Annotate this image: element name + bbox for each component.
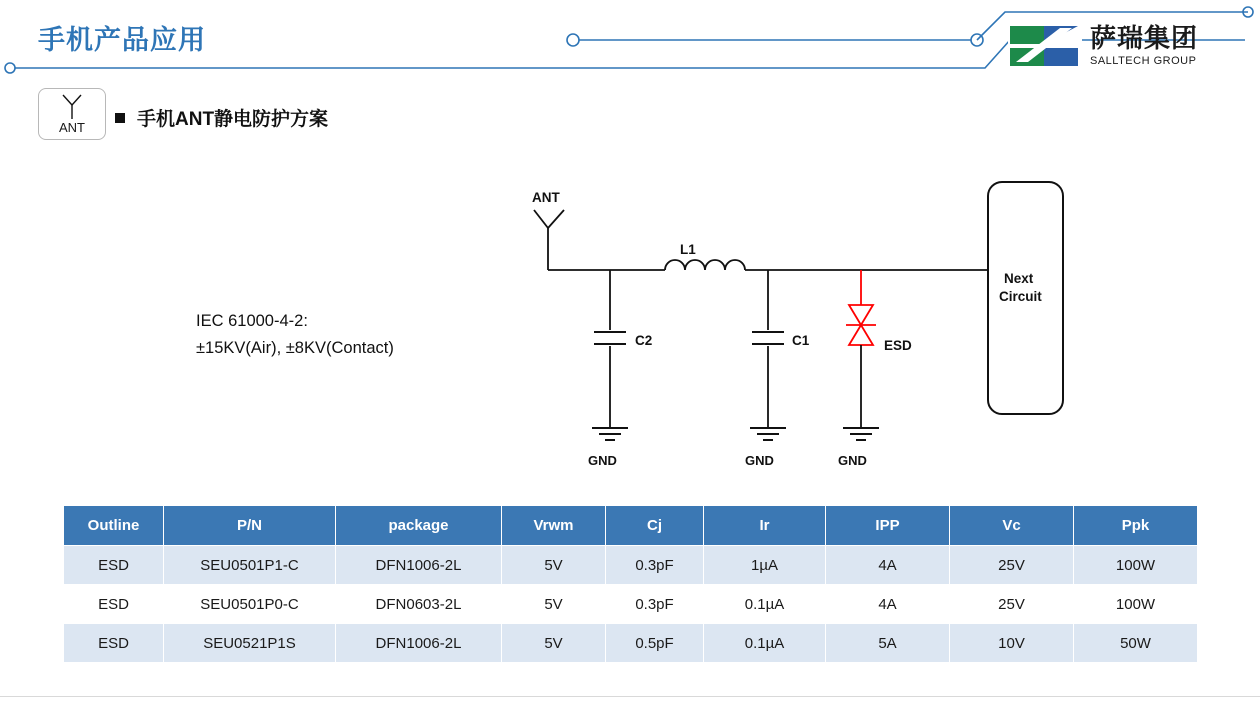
bullet-icon (115, 113, 125, 123)
gnd3-label: GND (838, 453, 867, 468)
cell-vc: 10V (950, 624, 1074, 663)
section-heading (115, 104, 328, 131)
cell-ppk: 100W (1074, 546, 1198, 585)
cell-outline: ESD (64, 546, 164, 585)
bottom-divider (0, 696, 1260, 697)
logo-text-cn: 萨瑞集团 (1090, 23, 1199, 53)
cell-vc: 25V (950, 546, 1074, 585)
cell-vrwm: 5V (502, 585, 606, 624)
ant-label: ANT (532, 190, 560, 205)
cell-vrwm: 5V (502, 546, 606, 585)
cell-ppk: 50W (1074, 624, 1198, 663)
th-vc: Vc (950, 506, 1074, 546)
c1-label: C1 (792, 333, 810, 348)
esd-label: ESD (884, 338, 912, 353)
logo-text-en: SALLTECH GROUP (1090, 55, 1197, 67)
antenna-icon (55, 93, 89, 119)
th-cj: Cj (606, 506, 704, 546)
cell-ipp: 5A (826, 624, 950, 663)
th-ipp: IPP (826, 506, 950, 546)
cell-ipp: 4A (826, 585, 950, 624)
table-row (64, 546, 1198, 585)
cell-cj: 0.3pF (606, 585, 704, 624)
spec-table (63, 505, 1198, 663)
cell-outline: ESD (64, 624, 164, 663)
table-row (64, 585, 1198, 624)
th-package: package (336, 506, 502, 546)
ant-badge-label: ANT (59, 120, 85, 135)
section-heading-label: 手机ANT静电防护方案 (137, 109, 329, 130)
cell-vc: 25V (950, 585, 1074, 624)
brand-logo (1008, 18, 1248, 74)
ant-badge (38, 88, 106, 140)
circuit-diagram (480, 170, 1100, 490)
iec-note-line2: ±15KV(Air), ±8KV(Contact) (196, 339, 394, 357)
cell-pn: SEU0501P1-C (164, 546, 336, 585)
next-circuit-line1: Next (1004, 271, 1034, 286)
cell-ppk: 100W (1074, 585, 1198, 624)
cell-cj: 0.3pF (606, 546, 704, 585)
cell-cj: 0.5pF (606, 624, 704, 663)
table-row (64, 624, 1198, 663)
c2-label: C2 (635, 333, 653, 348)
cell-package: DFN0603-2L (336, 585, 502, 624)
th-ppk: Ppk (1074, 506, 1198, 546)
th-pn: P/N (164, 506, 336, 546)
next-circuit-line2: Circuit (999, 289, 1042, 304)
cell-outline: ESD (64, 585, 164, 624)
page-title: 手机产品应用 (38, 25, 206, 55)
th-outline: Outline (64, 506, 164, 546)
table-header-row (64, 506, 1198, 546)
gnd2-label: GND (745, 453, 774, 468)
cell-package: DFN1006-2L (336, 546, 502, 585)
cell-ir: 0.1µA (704, 624, 826, 663)
inductor-label: L1 (680, 242, 696, 257)
spec-table-wrapper (63, 505, 1197, 663)
th-ir: Ir (704, 506, 826, 546)
cell-vrwm: 5V (502, 624, 606, 663)
logo-mark-icon (1008, 22, 1082, 70)
cell-ir: 1µA (704, 546, 826, 585)
cell-pn: SEU0501P0-C (164, 585, 336, 624)
th-vrwm: Vrwm (502, 506, 606, 546)
cell-package: DFN1006-2L (336, 624, 502, 663)
iec-note-line1: IEC 61000-4-2: (196, 312, 308, 330)
gnd1-label: GND (588, 453, 617, 468)
cell-ir: 0.1µA (704, 585, 826, 624)
cell-ipp: 4A (826, 546, 950, 585)
iec-note (196, 308, 394, 362)
cell-pn: SEU0521P1S (164, 624, 336, 663)
